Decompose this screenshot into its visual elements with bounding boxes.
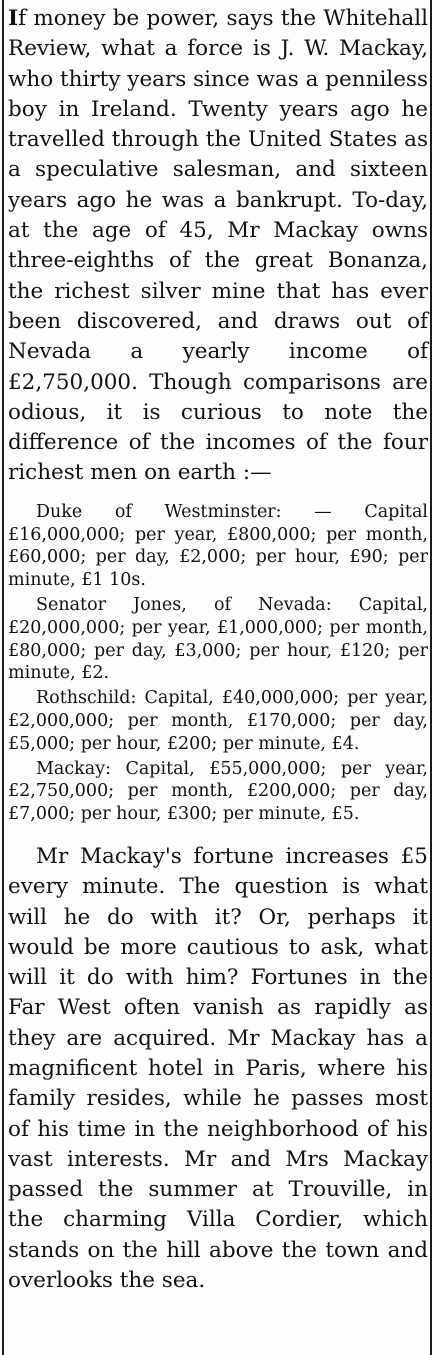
income-entry-rothschild: Rothschild: Capital, £40,000,000; per year, £2,000,000; per month, £170,000; per day, £5,000; per hour, £200; per minute, £4. — [8, 688, 428, 754]
article-column — [8, 4, 428, 1296]
intro-initial: I — [8, 6, 19, 31]
income-entry-mackay: Mackay: Capital, £55,000,000; per year, £2,750,000; per month, £200,000; per day, £7,000; per hour, £300; per minute, £5. — [8, 758, 428, 825]
closing-paragraph: Mr Mackay's fortune increases £5 every minute. The question is what will he do with it? Or, perhaps it would be more cautious to ask, what will it do with him? Fortunes in the Far West often vanish as rapidly as they are acquired. Mr Mackay has a magnificent hotel in Paris, where his family resides, while he passes most of his time in the neighborhood of his vast interests. Mr and Mrs Mackay passed the summer at Trouville, in the charming Villa Cordier, which stands on the hill above the town and overlooks the sea. — [8, 843, 428, 1294]
income-entry-westminster: Duke of Westminster: — Capital £16,000,000; per year, £800,000; per month, £60,000; per day, £2,000; per hour, £90; per minute, £1 10s. — [8, 501, 428, 591]
column-rule-right — [430, 0, 432, 1355]
income-entry-jones: Senator Jones, of Nevada: Capital, £20,000,000; per year, £1,000,000; per month, £80,000; per day, £3,000; per hour, £120; per minute, £2. — [8, 594, 428, 684]
intro-paragraph — [8, 4, 428, 489]
column-rule-left — [2, 0, 4, 1355]
intro-text: f money be power, says the Whitehall Review, what a force is J. W. Mackay, who thirty years since was a penniless boy in Ireland. Twenty years ago he travelled through the United States as a speculative salesman, and sixteen years ago he was a bankrupt. To-day, at the age of 45, Mr Mackay owns three-eighths of the great Bonanza, the richest silver mine that has ever been discovered, and draws out of Nevada a yearly income of £2,750,000. Though comparisons are odious, it is curious to note the difference of the incomes of the four richest men on earth :— — [8, 6, 428, 486]
